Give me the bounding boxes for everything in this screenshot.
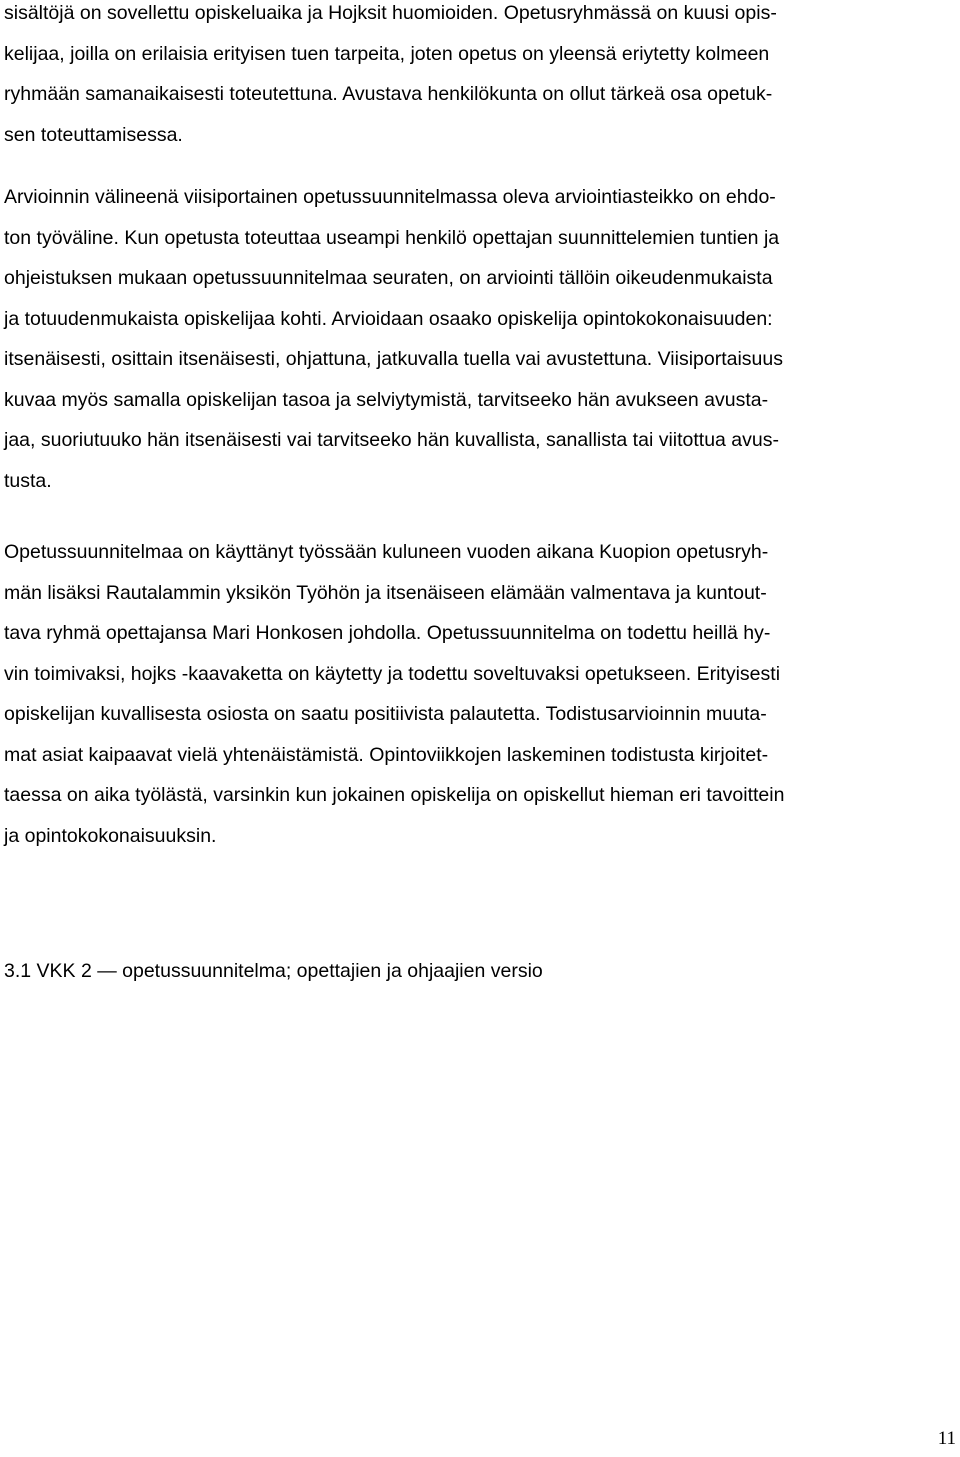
text-line: ja totuudenmukaista opiskelijaa kohti. Arvioidaan osaako opiskelija opintokokonaisuuden: (4, 307, 773, 330)
text-line: kuvaa myös samalla opiskelijan tasoa ja selviytymistä, tarvitseeko hän avukseen avusta- (4, 388, 769, 411)
text-line: vin toimivaksi, hojks -kaavaketta on käytetty ja todettu soveltuvaksi opetukseen. Erityisesti (4, 662, 781, 685)
text-line: Opetussuunnitelmaa on käyttänyt työssään kuluneen vuoden aikana Kuopion opetusryh- (4, 541, 769, 563)
page-number: 11 (937, 1428, 956, 1449)
text-line: opiskelijan kuvallisesta osiosta on saatu positiivista palautetta. Todistusarvioinnin muuta- (4, 703, 767, 725)
text-line: itsenäisesti, osittain itsenäisesti, ohjattuna, jatkuvalla tuella vai avustettuna. Viisiportaisuus (4, 348, 783, 370)
text-line: tusta. (4, 469, 52, 492)
section-heading: 3.1 VKK 2 — opetussuunnitelma; opettajien ja ohjaajien versio (4, 960, 543, 982)
text-line: kelijaa, joilla on erilaisia erityisen tuen tarpeita, joten opetus on yleensä eriytetty kolmeen (4, 42, 770, 65)
paragraph (4, 177, 960, 501)
paragraph (4, 0, 960, 155)
text-line: taessa on aika työlästä, varsinkin kun jokainen opiskelija on opiskellut hieman eri tavoittein (4, 784, 785, 806)
text-line: jaa, suoriutuuko hän itsenäisesti vai tarvitseeko hän kuvallista, sanallista tai viitottua avus- (4, 429, 779, 451)
text-line: mat asiat kaipaavat vielä yhtenäistämistä. Opintoviikkojen laskeminen todistusta kirjoitet- (4, 743, 769, 766)
text-line: sen toteuttamisessa. (4, 123, 183, 146)
text-line: Arvioinnin välineenä viisiportainen opetussuunnitelmassa oleva arviointiasteikko on ehdo- (4, 186, 776, 208)
text-line: sisältöjä on sovellettu opiskeluaika ja Hojksit huomioiden. Opetusryhmässä on kuusi opis- (4, 2, 777, 24)
paragraph (4, 532, 960, 856)
text-line: ton työväline. Kun opetusta toteuttaa useampi henkilö opettajan suunnittelemien tuntien ja (4, 226, 780, 249)
text-line: tava ryhmä opettajansa Mari Honkosen johdolla. Opetussuunnitelma on todettu heillä hy- (4, 622, 771, 644)
text-line: ja opintokokonaisuuksin. (4, 824, 217, 847)
text-line: ohjeistuksen mukaan opetussuunnitelmaa seuraten, on arviointi tällöin oikeudenmukaista (4, 267, 773, 289)
text-line: män lisäksi Rautalammin yksikön Työhön ja itsenäiseen elämään valmentava ja kuntout- (4, 581, 767, 604)
text-line: ryhmään samanaikaisesti toteutettuna. Avustava henkilökunta on ollut tärkeä osa opetuk- (4, 83, 773, 105)
